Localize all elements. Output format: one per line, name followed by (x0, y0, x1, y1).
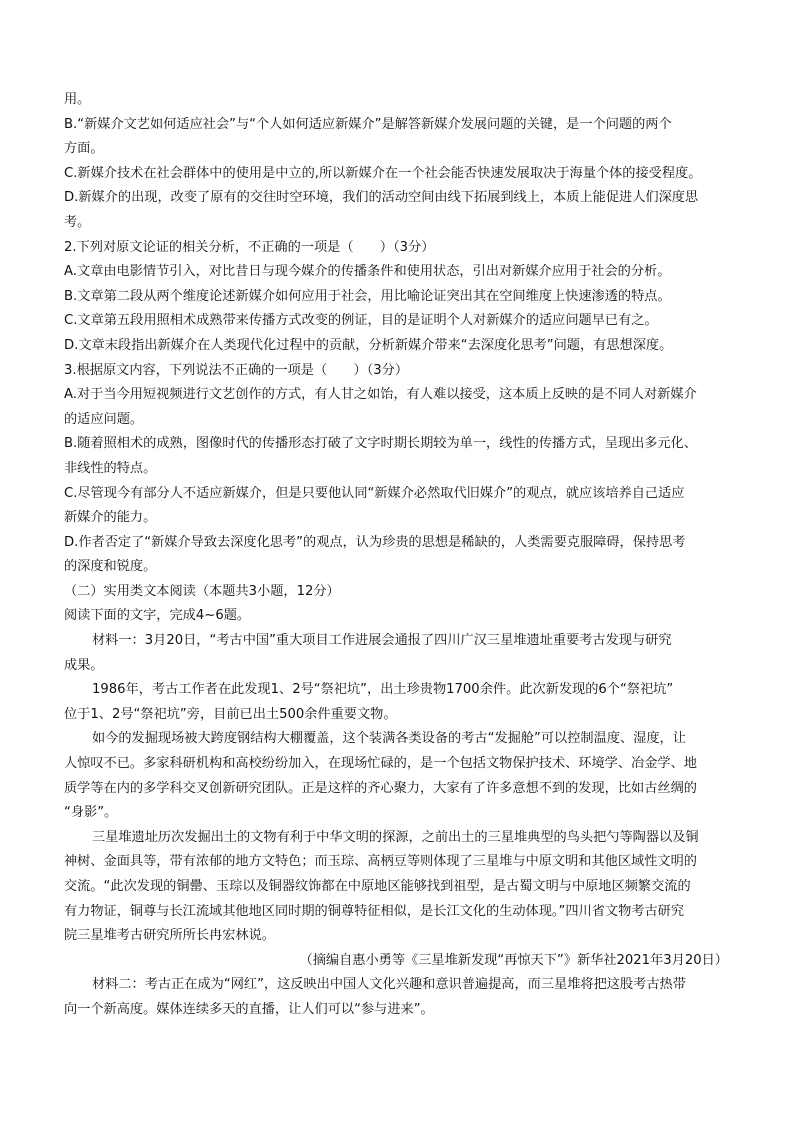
text-line: 质学等在内的多学科交叉创新研究团队。正是这样的齐心聚力，大家有了许多意想不到的发现，比如古丝绸的 (64, 780, 697, 796)
text-line: B.随着照相术的成熟，图像时代的传播形态打破了文字时期长期较为单一，线性的传播方式，呈现出多元化、 (64, 436, 698, 452)
text-line: 材料二：考古正在成为“网红”，这反映出中国人文化兴趣和意识普遍提高，而三星堆将把这股考古热带 (92, 977, 686, 993)
text-line: 向一个新高度。媒体连续多天的直播，让人们可以“参与进来”。 (64, 1001, 434, 1017)
document-page (64, 88, 734, 1023)
body-text (64, 88, 734, 949)
text-line: 用。 (64, 92, 91, 107)
text-line: 的适应问题。 (64, 411, 144, 427)
text-line: 神树、金面具等，带有浓郁的地方文特色；而玉琮、高柄豆等则体现了三星堆与中原文明和其他区域性文明的 (64, 854, 697, 870)
text-line: A.文章由电影情节引入，对比昔日与现今媒介的传播条件和使用状态，引出对新媒介应用于社会的分析。 (64, 264, 671, 280)
text-line: 非线性的特点。 (64, 460, 157, 476)
text-line: 1986年，考古工作者在此发现1、2号“祭祀坑”，出土珍贵物1700余件。此次新发现的6个“祭祀坑” (92, 682, 674, 698)
text-line: 材料一：3月20日，“考古中国”重大项目工作进展会通报了四川广汉三星堆遗址重要考古发现与研究 (92, 633, 672, 649)
source-citation: （摘编自惠小勇等《三星堆新发现“再惊天下”》新华社2021年3月20日） (299, 952, 728, 968)
text-line: 阅读下面的文字，完成4~6题。 (64, 608, 251, 624)
text-line: 成果。 (64, 657, 104, 673)
text-line: 2.下列对原文论证的相关分析，不正确的一项是（ ）（3分） (64, 239, 435, 255)
text-line: D.文章末段指出新媒介在人类现代化过程中的贡献，分析新媒介带来“去深度化思考”问题，有思想深度。 (64, 337, 673, 353)
text-line: 三星堆遗址历次发掘出土的文物有利于中华文明的探源，之前出土的三星堆典型的鸟头把勺等陶器以及铜 (92, 829, 699, 845)
text-line: 的深度和锐度。 (64, 559, 157, 575)
text-line: 有力物证，铜尊与长江流域其他地区同时期的铜尊特征相似，是长江文化的生动体现。”四川省文物考古研究 (64, 903, 685, 919)
material-two-text (64, 973, 734, 1022)
text-line: （二）实用类文本阅读（本题共3小题，12分） (64, 583, 340, 599)
text-line: A.对于当今用短视频进行文艺创作的方式，有人甘之如饴，有人难以接受，这本质上反映的是不同人对新媒介 (64, 387, 697, 403)
text-line: C.尽管现今有部分人不适应新媒介，但是只要他认同“新媒介必然取代旧媒介”的观点，就应该培养自己适应 (64, 485, 685, 501)
text-line: B.“新媒介文艺如何适应社会”与“个人如何适应新媒介”是解答新媒介发展问题的关键，是一个问题的两个 (64, 116, 672, 132)
text-line: 院三星堆考古研究所所长冉宏林说。 (64, 928, 275, 944)
text-line: 3.根据原文内容，下列说法不正确的一项是（ ）（3分） (64, 362, 409, 378)
text-line: 交流。“此次发现的铜罍、玉琮以及铜器纹饰都在中原地区能够找到祖型，是古蜀文明与中原地区频繁交流的 (64, 879, 691, 894)
text-line: C.文章第五段用照相术成熟带来传播方式改变的例证，目的是证明个人对新媒介的适应问题早已有之。 (64, 313, 658, 329)
text-line: 位于1、2号“祭祀坑”旁，目前已出土500余件重要文物。 (64, 706, 397, 722)
text-line: 新媒介的能力。 (64, 510, 157, 526)
text-line: B.文章第二段从两个维度论述新媒介如何应用于社会，用比喻论证突出其在空间维度上快速渗透的特点。 (64, 288, 671, 304)
text-line: 如今的发掘现场被大跨度钢结构大棚覆盖，这个装满各类设备的考古“发掘舱”可以控制温度、湿度，让 (92, 731, 686, 747)
text-line: D.作者否定了“新媒介导致去深度化思考”的观点，认为珍贵的思想是稀缺的，人类需要克服障碍，保持思考 (64, 534, 686, 550)
text-line: C.新媒介技术在社会群体中的使用是中立的,所以新媒介在一个社会能否快速发展取决于海量个体的接受程度。 (64, 165, 702, 181)
text-line: “身影”。 (64, 805, 118, 821)
text-line: 人惊叹不已。多家科研机构和高校纷纷加入，在现场忙碌的，是一个包括文物保护技术、环境学、冶金学、地 (64, 756, 697, 772)
text-line: 考。 (64, 214, 91, 230)
text-line: D.新媒介的出现，改变了原有的交往时空环境，我们的活动空间由线下拓展到线上，本质上能促进人们深度思 (64, 190, 699, 206)
text-line: 方面。 (64, 141, 104, 157)
